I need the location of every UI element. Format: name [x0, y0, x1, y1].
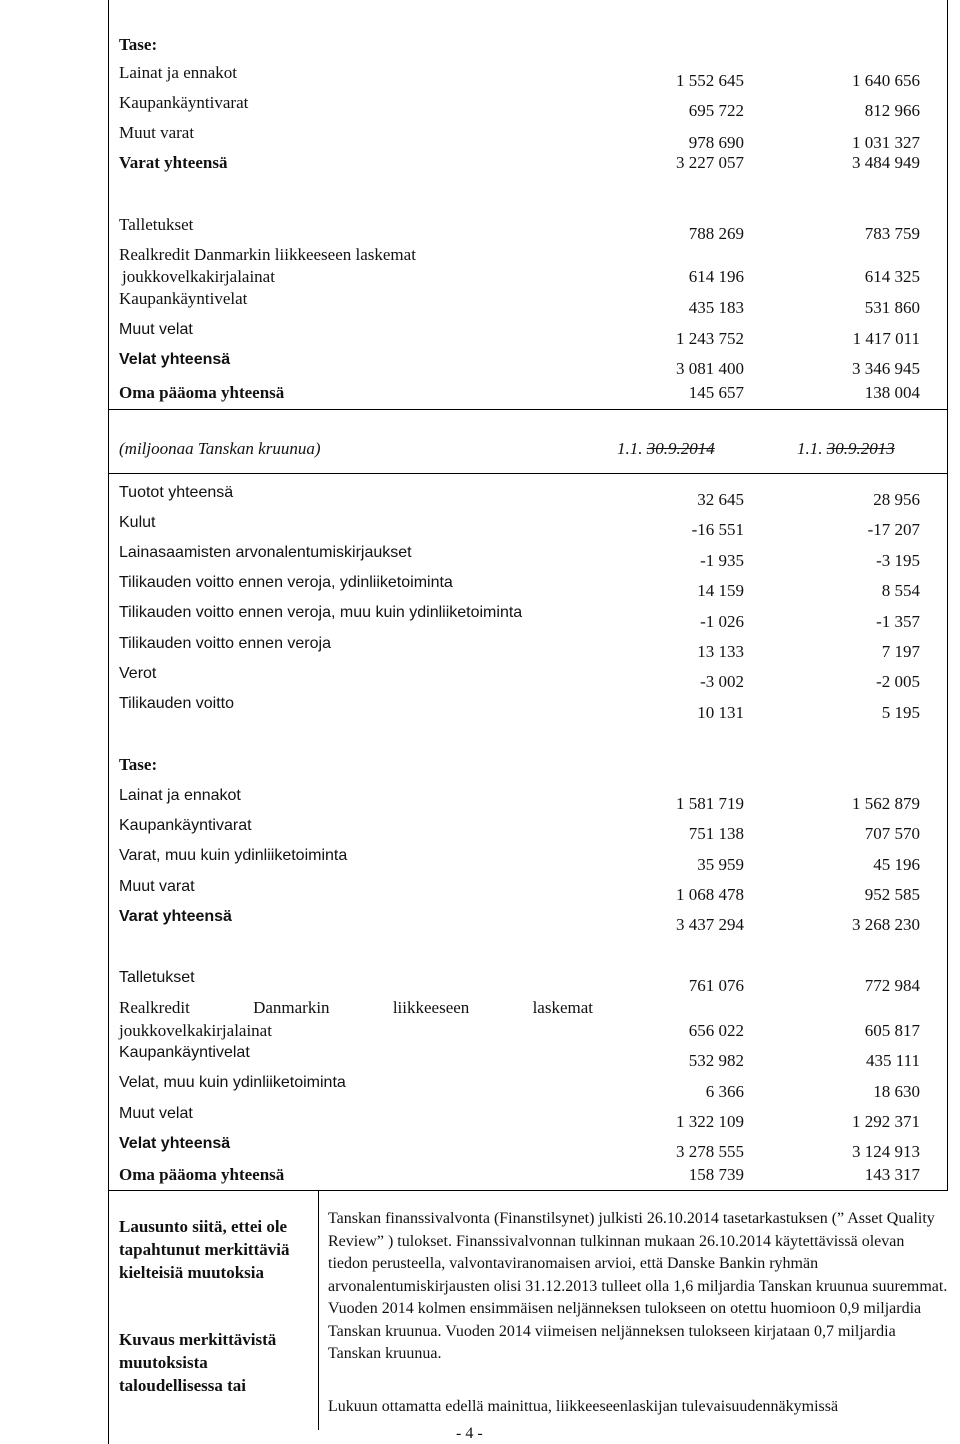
statement-paragraph: Tanskan finanssivalvonta (Finanstilsynet) julkisti 26.10.2014 tasetarkastuksen (” Asset Quality Review” ) tulokset. Finanssivalvonnan tulkinnan mukaan 26.10.2014 käytettävissä olevan tiedon perusteella, valvontaviranomaisen arvioi, että Danske Bankin ryhmän arvonalentumiskirjausten olisi 31.12.2013 tulleet olla 1,6 miljardia Tanskan kruunua suuremmat. Vuoden 2014 kolmen ensimmäisen neljänneksen tulokseen on otettu huomioon 0,9 miljardia Tanskan kruunua. Vuoden 2014 viimeisen neljänneksen tulokseen kirjataan 0,7 miljardia Tanskan kruunua. — [328, 1210, 948, 1362]
row-label: Tuotot yhteensä — [119, 484, 234, 501]
value-2013: 531 860 — [864, 298, 920, 317]
statement-divider — [318, 1190, 319, 1430]
value-2014: 614 196 — [688, 267, 744, 286]
column-header-2014 — [617, 439, 715, 459]
value-2014: 761 076 — [688, 976, 744, 995]
value-2013: 707 570 — [864, 824, 920, 843]
value-2013: 772 984 — [864, 976, 920, 995]
value-2013: -3 195 — [876, 551, 920, 570]
row-label: Kaupankäyntivarat — [119, 93, 249, 112]
column-header-2014-date: 30.9.2014 — [646, 439, 715, 458]
row-label-total: Velat yhteensä — [119, 1135, 231, 1152]
row-label: Tilikauden voitto ennen veroja, ydinliiketoiminta — [119, 574, 453, 591]
value-2014: 788 269 — [688, 224, 744, 243]
value-2014: 3 278 555 — [676, 1142, 744, 1161]
value-2013: 3 346 945 — [852, 359, 920, 378]
divider-2 — [108, 473, 948, 474]
value-2014: 751 138 — [688, 824, 744, 843]
value-2014: -1 935 — [700, 551, 744, 570]
row-label-equity: Oma pääoma yhteensä — [119, 383, 285, 402]
column-header-2013 — [797, 439, 895, 459]
statement-side-title: Lausunto siitä, ettei ole tapahtunut merkittäviä kielteisiä muutoksia — [119, 1217, 290, 1282]
value-2013: -2 005 — [876, 672, 920, 691]
row-label: Verot — [119, 665, 157, 682]
row-label-equity: Oma pääoma yhteensä — [119, 1165, 285, 1184]
row-label: Kaupankäyntivarat — [119, 817, 252, 834]
value-2014: 1 552 645 — [676, 71, 744, 90]
value-2013: 3 124 913 — [852, 1142, 920, 1161]
value-2013: 5 195 — [881, 703, 920, 722]
value-2013: 614 325 — [864, 267, 920, 286]
value-2013: 1 417 011 — [852, 329, 920, 348]
divider-1 — [108, 409, 948, 410]
row-label-cont: joukkovelkakirjalainat — [119, 1021, 272, 1040]
value-2013: 138 004 — [864, 383, 920, 402]
value-2013: -1 357 — [876, 612, 920, 631]
row-label: Velat, muu kuin ydinliiketoiminta — [119, 1074, 346, 1091]
value-2014: 6 366 — [705, 1082, 744, 1101]
row-label: Talletukset — [119, 215, 194, 234]
value-2014: 13 133 — [697, 642, 744, 661]
value-2014: 695 722 — [688, 101, 744, 120]
row-label: Realkredit Danmarkin liikkeeseen laskemat — [119, 998, 593, 1017]
value-2014: 1 243 752 — [676, 329, 744, 348]
value-2014: 3 081 400 — [676, 359, 744, 378]
row-label-total: Varat yhteensä — [119, 908, 232, 925]
value-2013: 3 484 949 — [852, 153, 920, 172]
row-label: Realkredit Danmarkin liikkeeseen laskemat — [119, 245, 416, 264]
tase-header-1: Tase: — [119, 35, 158, 54]
value-2013: 8 554 — [881, 581, 920, 600]
column-header-2014-prefix: 1.1. — [617, 439, 647, 458]
value-2013: 3 268 230 — [852, 915, 920, 934]
column-header-2013-prefix: 1.1. — [797, 439, 827, 458]
value-2013: 605 817 — [864, 1021, 920, 1040]
row-label: Muut velat — [119, 1105, 193, 1122]
right-border — [947, 0, 948, 1190]
row-label: Varat, muu kuin ydinliiketoiminta — [119, 847, 348, 864]
row-label: Tilikauden voitto ennen veroja — [119, 635, 331, 652]
row-label: Muut velat — [119, 321, 193, 338]
row-label: Lainat ja ennakot — [119, 787, 241, 804]
value-2013: 783 759 — [864, 224, 920, 243]
row-label: Tilikauden voitto ennen veroja, muu kuin ydinliiketoiminta — [119, 604, 523, 621]
value-2014: 3 227 057 — [676, 153, 744, 172]
value-2013: 18 630 — [873, 1082, 920, 1101]
value-2014: -16 551 — [691, 520, 744, 539]
value-2013: 28 956 — [873, 490, 920, 509]
value-2013: 1 292 371 — [852, 1112, 920, 1131]
row-label-total: Velat yhteensä — [119, 351, 231, 368]
value-2014: 3 437 294 — [676, 915, 744, 934]
row-label-total: Varat yhteensä — [119, 153, 228, 172]
row-label: Lainasaamisten arvonalentumiskirjaukset — [119, 544, 412, 561]
row-label: Muut varat — [119, 878, 195, 895]
value-2014: 532 982 — [688, 1051, 744, 1070]
value-2014: 978 690 — [688, 133, 744, 152]
value-2014: 35 959 — [697, 855, 744, 874]
value-2013: -17 207 — [867, 520, 920, 539]
value-2013: 143 317 — [864, 1165, 920, 1184]
left-border — [108, 0, 109, 1444]
page-number: - 4 - — [456, 1425, 483, 1442]
row-label: Kaupankäyntivelat — [119, 289, 248, 308]
row-label: Kulut — [119, 514, 156, 531]
row-label: Muut varat — [119, 123, 195, 142]
value-2014: 435 183 — [688, 298, 744, 317]
value-2014: 1 068 478 — [676, 885, 744, 904]
value-2014: 32 645 — [697, 490, 744, 509]
divider-3 — [108, 1190, 948, 1191]
statement-paragraph-2: Lukuun ottamatta edellä mainittua, liikkeeseenlaskijan tulevaisuudennäkymissä — [328, 1398, 839, 1415]
unit-label: (miljoonaa Tanskan kruunua) — [119, 439, 321, 458]
value-2014: 145 657 — [688, 383, 744, 402]
row-label: Lainat ja ennakot — [119, 63, 238, 82]
row-label: Talletukset — [119, 969, 195, 986]
value-2014: 10 131 — [697, 703, 744, 722]
value-2014: 656 022 — [688, 1021, 744, 1040]
value-2014: 1 322 109 — [676, 1112, 744, 1131]
row-label-cont: joukkovelkakirjalainat — [122, 267, 275, 286]
value-2014: 1 581 719 — [676, 794, 744, 813]
row-label: Tilikauden voitto — [119, 695, 235, 712]
value-2014: 158 739 — [688, 1165, 744, 1184]
row-label: Kaupankäyntivelat — [119, 1044, 250, 1061]
value-2013: 1 640 656 — [852, 71, 920, 90]
value-2014: -3 002 — [700, 672, 744, 691]
value-2014: 14 159 — [697, 581, 744, 600]
value-2013: 952 585 — [864, 885, 920, 904]
value-2014: -1 026 — [700, 612, 744, 631]
value-2013: 435 111 — [866, 1051, 920, 1070]
value-2013: 1 031 327 — [852, 133, 920, 152]
value-2013: 45 196 — [873, 855, 920, 874]
tase-header-2: Tase: — [119, 755, 158, 774]
value-2013: 7 197 — [881, 642, 920, 661]
description-side-title: Kuvaus merkittävistä muutoksista taloudellisessa tai — [119, 1330, 277, 1395]
column-header-2013-date: 30.9.2013 — [826, 439, 895, 458]
value-2013: 812 966 — [864, 101, 920, 120]
value-2013: 1 562 879 — [852, 794, 920, 813]
